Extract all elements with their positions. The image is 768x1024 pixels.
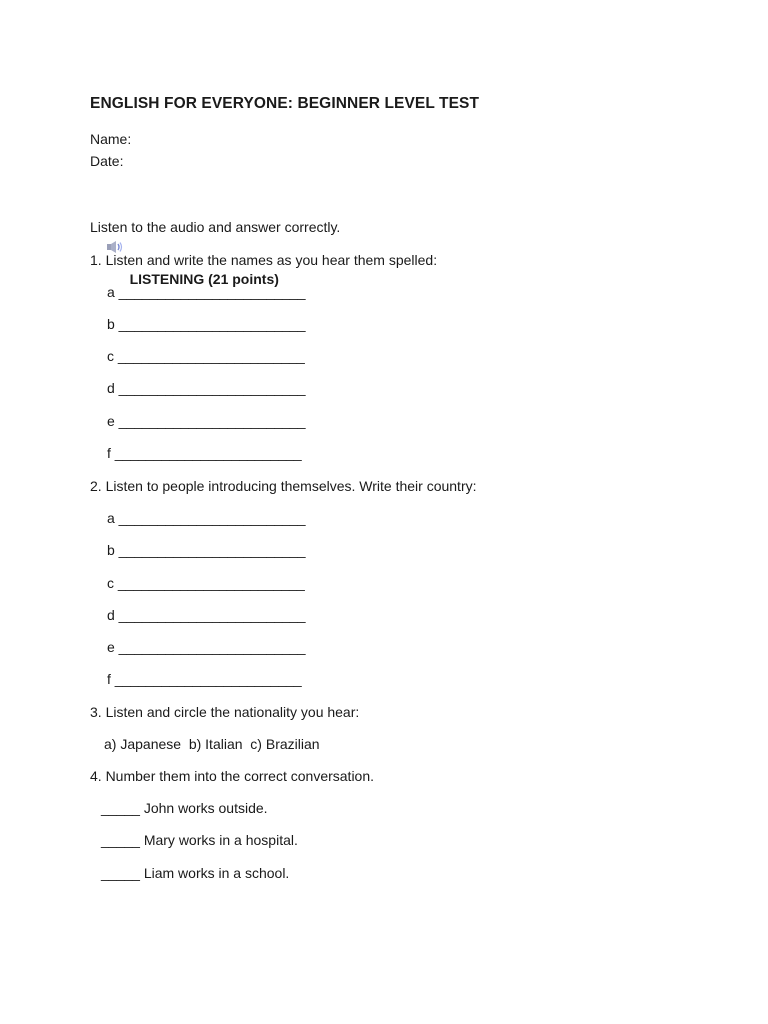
date-label: Date: — [90, 153, 124, 169]
q2-answer-line: f ________________________ — [107, 671, 302, 687]
q1-answer-line: f ________________________ — [107, 445, 302, 461]
document-title: ENGLISH FOR EVERYONE: BEGINNER LEVEL TEST — [90, 95, 480, 112]
q2-answer-line: c ________________________ — [107, 575, 305, 591]
q1-answer-line: d ________________________ — [107, 380, 306, 396]
q1-answer-line: e ________________________ — [107, 413, 306, 429]
q1-answer-line: b ________________________ — [107, 316, 306, 332]
question-3-prompt: 3. Listen and circle the nationality you hear: — [90, 704, 360, 720]
q4-item: _____ Mary works in a hospital. — [101, 832, 298, 848]
q4-item: _____ Liam works in a school. — [101, 865, 290, 881]
section-heading: LISTENING (21 points) — [129, 271, 279, 287]
name-label: Name: — [90, 131, 132, 147]
question-2-prompt: 2. Listen to people introducing themselves. Write their country: — [90, 478, 477, 494]
q3-options: a) Japanese b) Italian c) Brazilian — [104, 736, 320, 752]
question-1-prompt: 1. Listen and write the names as you hear them spelled: — [90, 252, 438, 268]
speaker-icon — [106, 204, 124, 218]
q1-answer-line: a ________________________ — [107, 284, 306, 300]
q2-answer-line: b ________________________ — [107, 542, 306, 558]
section-instruction: Listen to the audio and answer correctly. — [90, 219, 341, 235]
q4-item: _____ John works outside. — [101, 800, 268, 816]
q2-answer-line: d ________________________ — [107, 607, 306, 623]
q2-answer-line: e ________________________ — [107, 639, 306, 655]
q2-answer-line: a ________________________ — [107, 510, 306, 526]
question-4-prompt: 4. Number them into the correct conversation. — [90, 768, 375, 784]
q1-answer-line: c ________________________ — [107, 348, 305, 364]
